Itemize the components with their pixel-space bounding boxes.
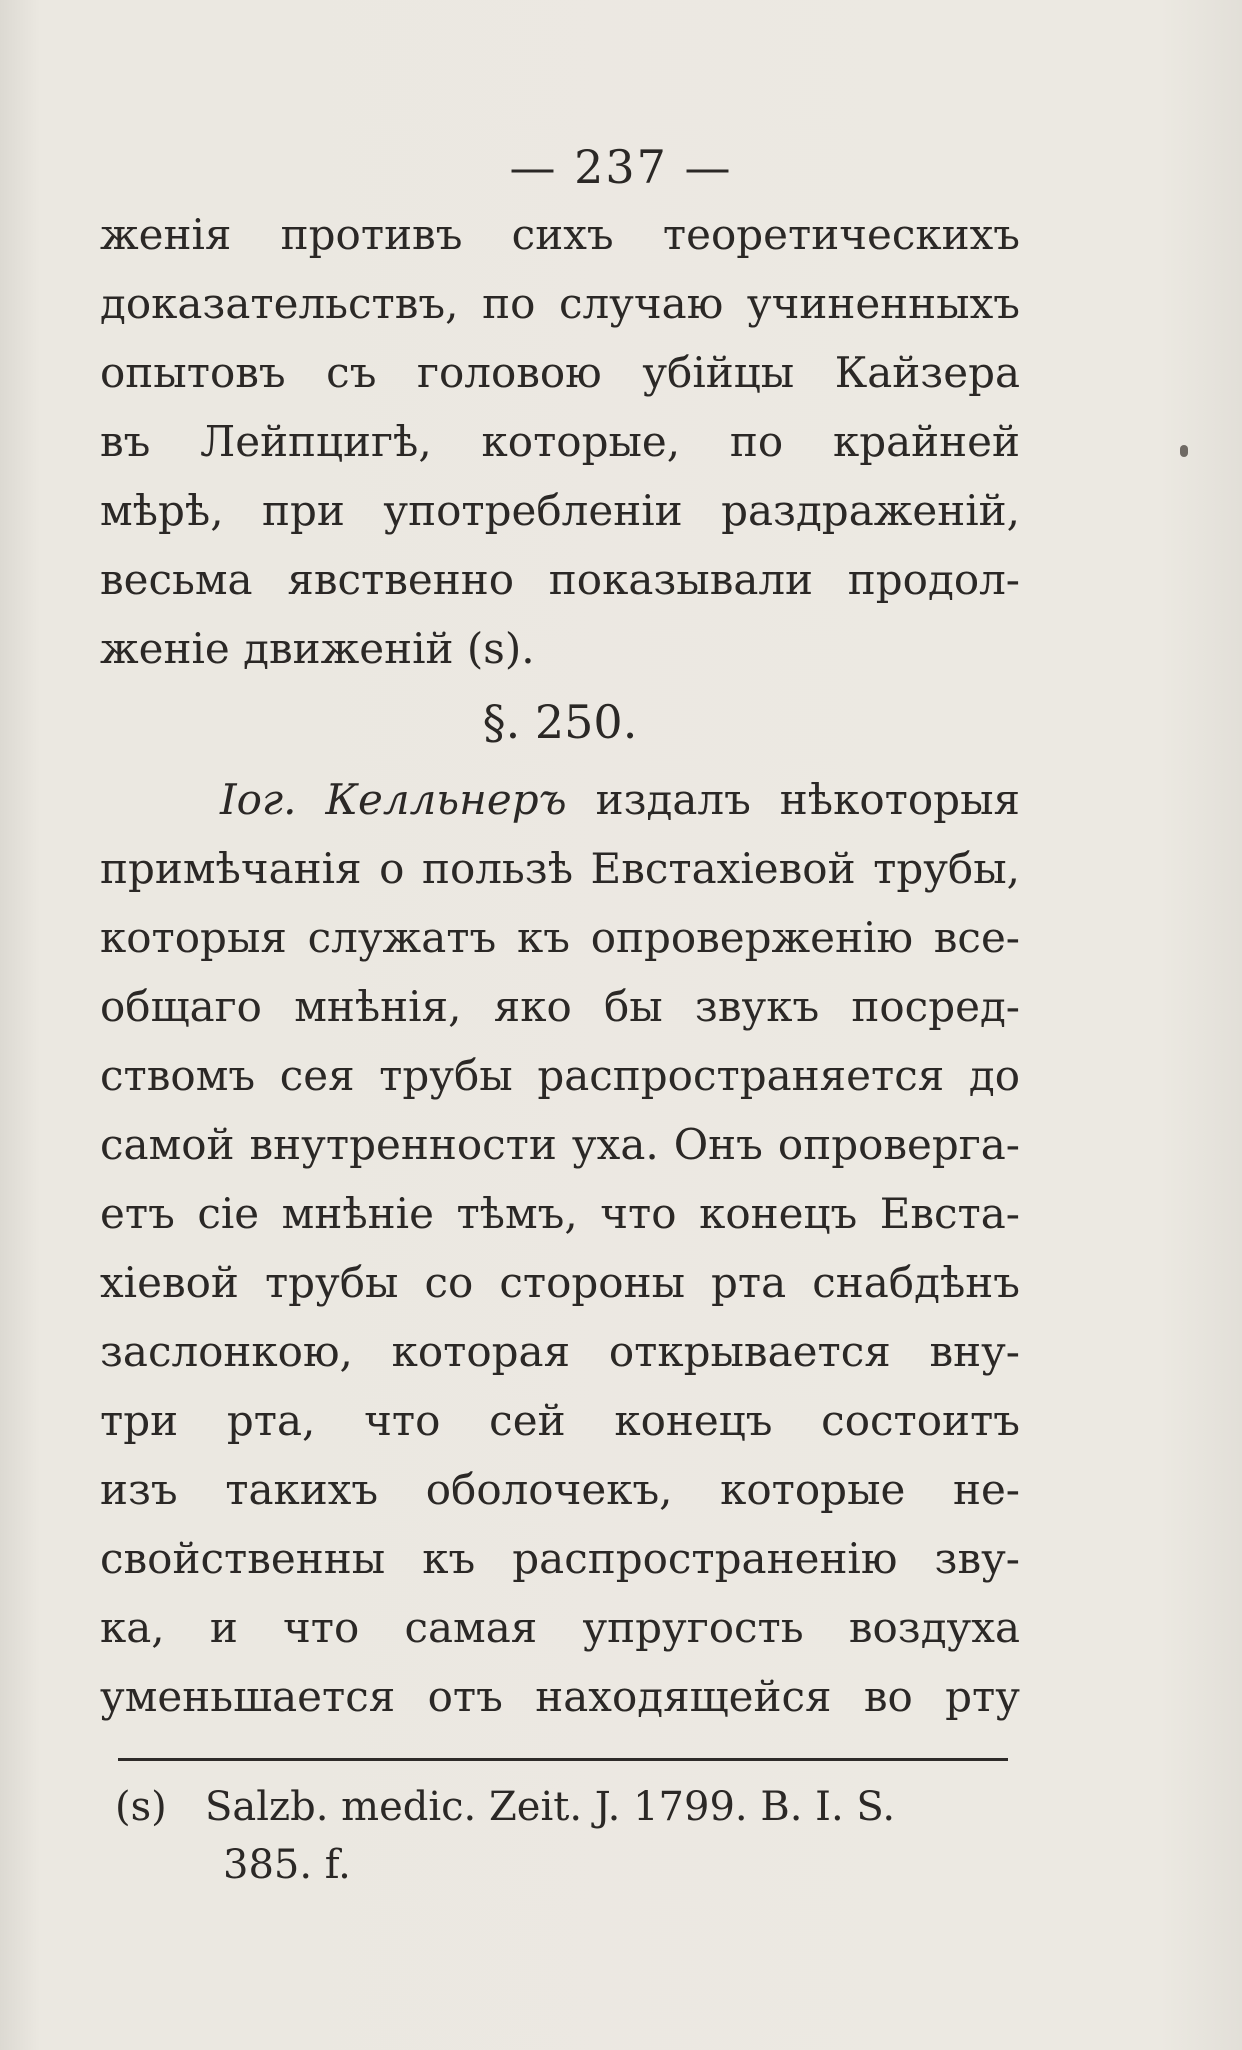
text-line: уменьшается отъ находящейся во рту [100, 1672, 1020, 1721]
paragraph-first-line [100, 765, 1020, 834]
text-line: ствомъ сея трубы распространяется до [100, 1051, 1020, 1100]
section-heading: §. 250. [482, 695, 638, 749]
text-line: женіе движеній (s). [100, 624, 535, 673]
text-line: ка, и что самая упругость воздуха [100, 1603, 1020, 1652]
footnote-line-continued: 385. f. [223, 1842, 351, 1888]
footnote-mark: (s) [115, 1784, 167, 1830]
footnote-citation: Salzb. medic. Zeit. J. 1799. B. I. S. [205, 1784, 896, 1830]
first-line-rest: издалъ нѣкоторыя [595, 775, 1020, 824]
text-line: женія противъ сихъ теоретическихъ [100, 210, 1020, 259]
text-line: весьма явственно показывали продол- [100, 555, 1020, 604]
text-line: опытовъ съ головою убійцы Кайзера [100, 348, 1020, 397]
text-line: три рта, что сей конецъ состоитъ [100, 1396, 1020, 1445]
footnote [115, 1778, 1025, 1894]
author-name: Іог. Келльнеръ [220, 775, 567, 824]
text-line: мѣрѣ, при употребленіи раздраженій, [100, 486, 1020, 535]
ink-spot [1180, 445, 1188, 457]
text-line: которыя служатъ къ опроверженію все- [100, 913, 1020, 962]
text-line: общаго мнѣнія, яко бы звукъ посред- [100, 982, 1020, 1031]
body-text [100, 200, 1020, 1731]
text-line: етъ сіе мнѣніе тѣмъ, что конецъ Евста- [100, 1189, 1020, 1238]
text-line: заслонкою, которая открывается вну- [100, 1327, 1020, 1376]
text-line: въ Лейпцигѣ, которые, по крайней [100, 417, 1020, 466]
page-number: — 237 — [509, 140, 733, 194]
text-line: самой внутренности уха. Онъ опроверга- [100, 1120, 1020, 1169]
text-line: изъ такихъ оболочекъ, которые не- [100, 1465, 1020, 1514]
text-line: хіевой трубы со стороны рта снабдѣнъ [100, 1258, 1020, 1307]
footnote-divider [118, 1758, 1008, 1761]
text-line: примѣчанія о пользѣ Евстахіевой трубы, [100, 844, 1020, 893]
footnote-line [115, 1778, 1025, 1836]
text-line: свойственны къ распространенію зву- [100, 1534, 1020, 1583]
text-line: доказательствъ, по случаю учиненныхъ [100, 279, 1020, 328]
